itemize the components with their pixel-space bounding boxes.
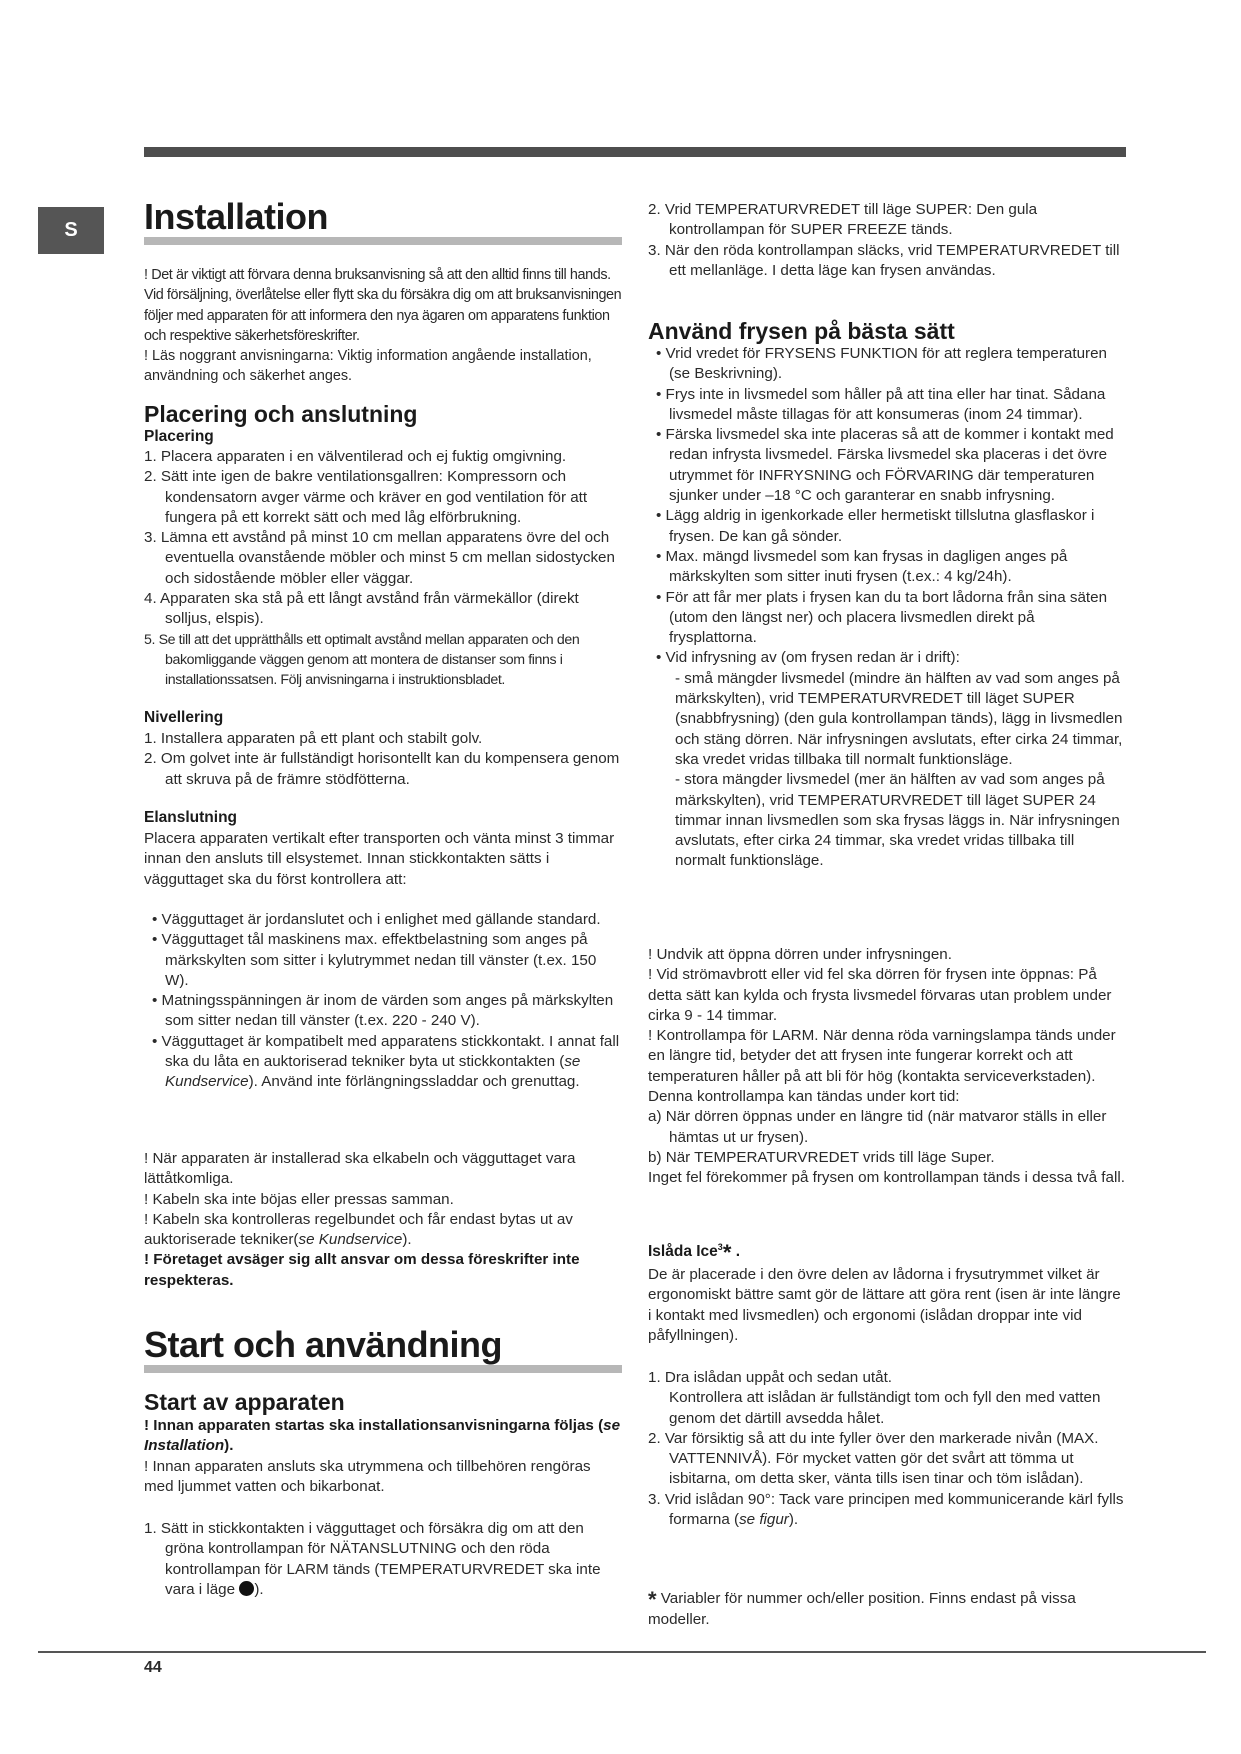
asterisk: * — [722, 1240, 732, 1265]
step-text: 1. Sätt in stickkontakten i vägguttaget och försäkra dig om att den gröna kontrollampan för NÄTANSLUTNING och den röda kontrollampan för LARM tänds (TEMPERATURVREDET ska inte vara i läge — [144, 1520, 601, 1598]
footnote-text — [648, 1589, 1126, 1631]
list-item: Kontrollera att islådan är fullständigt tom och fyll den med vatten genom det därtill avsedda hålet. — [669, 1389, 1101, 1427]
installation-heading: Installation — [144, 196, 329, 237]
reference-link[interactable]: se Installation — [144, 1417, 621, 1455]
elanslutning-subheading: Elanslutning — [144, 809, 237, 826]
elanslutning-notes — [144, 1149, 622, 1291]
list-item: 4. Apparaten ska stå på ett långt avstånd från värmekällor (direkt solljus, elspis). — [144, 590, 579, 628]
list-item: 2. Var försiktig så att du inte fyller över den markerade nivån (MAX. VATTENNIVÅ). För mycket vatten gör det svårt att tömma ut isbitarna, om detta sker, vänta tills isen tinar och töm islådan). — [648, 1429, 1099, 1488]
list-item: a) När dörren öppnas under en längre tid (när matvaror ställs in eller hämtas ut ur frysen). — [648, 1108, 1107, 1146]
language-tab: S — [38, 207, 104, 254]
note-text: ! Kabeln ska kontrolleras regelbundet och får endast bytas ut av auktoriserade tekniker( — [144, 1210, 573, 1249]
list-item: 2. Vrid TEMPERATURVREDET till läge SUPER: Den gula kontrollampan för SUPER FREEZE tänds. — [648, 201, 1038, 239]
list-item: • Vrid vredet för FRYSENS FUNKTION för att reglera temperaturen (se Beskrivning). — [656, 345, 1107, 383]
sub-list-item: - stora mängder livsmedel (mer än hälften av vad som anges på märkskylten), vrid TEMPERATURVREDET till läget SUPER 24 timmar innan livsmedlen som ska frysas läggs in. När infrysningen avslutats, efter cirka 24 timmar, ska vredet vridas tillbaka till normalt funktionsläge. — [675, 771, 1120, 870]
islada-title-end: . — [735, 1243, 740, 1260]
list-item — [648, 1490, 1126, 1531]
reference-link[interactable]: se figur — [739, 1511, 789, 1529]
note: ! Vid strömavbrott eller vid fel ska dörren för frysen inte öppnas: På detta sätt kan kylda och frysta livsmedel förvaras utan problem under cirka 9 - 14 timmar. — [648, 966, 1112, 1024]
elanslutning-intro — [144, 829, 622, 890]
asterisk: * — [648, 1587, 657, 1612]
list-item: • Lägg aldrig in igenkorkade eller hermetiskt tillslutna glasflaskor i frysen. De kan gå sönder. — [656, 507, 1095, 545]
islada-sup: 3 — [717, 1241, 723, 1252]
heading-rule — [144, 237, 622, 245]
note: Inget fel förekommer på frysen om kontrollampan tänds i dessa två fall. — [648, 1169, 1125, 1187]
placering-subheading: Placering — [144, 428, 214, 445]
frysen-bullets — [648, 344, 1126, 872]
intro-paragraph-2: ! Läs noggrant anvisningarna: Viktig information angående installation, användning och säkerhet anges. — [144, 348, 592, 385]
off-position-icon — [239, 1581, 254, 1596]
list-item: 1. Dra islådan uppåt och sedan utåt. — [648, 1369, 893, 1386]
list-item: 2. Om golvet inte är fullständigt horisontellt kan du kompensera genom att skruva på de främre stödfötterna. — [144, 750, 620, 788]
header-rule — [144, 147, 1126, 157]
elanslutning-paragraph: Placera apparaten vertikalt efter transporten och vänta minst 3 timmar innan den ansluts till elsystemet. Innan stickkontakten sätts i vägguttaget ska du först kontrollera att: — [144, 830, 615, 888]
note-text: ). — [402, 1231, 412, 1249]
footer-rule — [38, 1651, 1206, 1653]
placering-list — [144, 447, 622, 691]
islada-intro — [648, 1265, 1126, 1346]
installation-intro — [144, 265, 622, 387]
list-item: 5. Se till att det upprätthålls ett optimalt avstånd mellan apparaten och den bakomliggande väggen genom att montera de distanser som finns i installationssatsen. Följ anvisningarna i instruktionsbladet. — [144, 631, 580, 689]
list-item: 1. Installera apparaten på ett plant och stabilt golv. — [144, 730, 483, 747]
sub-list-item: - små mängder livsmedel (mindre än hälften av vad som anges på märkskylten), vrid TEMPERATURVREDET till läget SUPER (snabbfrysning) (den gula kontrollampan tänds), lägg in livsmedlen och stäng dörren. När infrysningen avslutats, efter cirka 24 timmar, ska vredet vridas tillbaka till normalt funktionsläge. — [675, 669, 1123, 768]
list-item: • Matningsspänningen är inom de värden som anges på märkskylten som sitter nedan till vänster (t.ex. 220 - 240 V). — [152, 992, 614, 1030]
islada-steps — [648, 1368, 1126, 1530]
list-item: • Vägguttaget tål maskinens max. effektbelastning som anges på märkskylten som sitter i kylutrymmet nedan till vänster (t.ex. 150 W). — [152, 931, 597, 989]
islada-title: Islåda Ice — [648, 1243, 718, 1260]
footnote — [648, 1589, 1126, 1631]
note: Denna kontrollampa kan tändas under kort tid: — [648, 1088, 960, 1106]
reference-link[interactable]: se Kundservice — [298, 1231, 403, 1249]
step-text: ). — [254, 1580, 264, 1598]
footnote-body: Variabler för nummer och/eller position. Finns endast på vissa modeller. — [648, 1590, 1076, 1629]
warning-note — [144, 1416, 622, 1457]
placering-heading: Placering och anslutning — [144, 401, 418, 427]
islada-paragraph: De är placerade i den övre delen av lådorna i frysutrymmet vilket är ergonomiskt bättre samt gör de lättare att göra rent (isen är inte längre i kontakt med livsmedlen) och ergonomi (islådan droppar inte vid påfyllningen). — [648, 1266, 1121, 1344]
start-intro — [144, 1416, 622, 1497]
note: ! Undvik att öppna dörren under infrysningen. — [648, 946, 952, 963]
step-text: ). — [788, 1511, 799, 1529]
intro-paragraph-1: ! Det är viktigt att förvara denna bruksanvisning så att den alltid finns till hands. Vid försäljning, överlåtelse eller flytt ska du försäkra dig om att bruksanvisningen följer med apparaten för att informera den nya ägaren om apparatens funktion och respektive säkerhetsföreskrifter. — [144, 267, 622, 344]
note-text: ! Innan apparaten startas ska installationsanvisningarna följas ( — [144, 1417, 604, 1434]
list-item: 2. Sätt inte igen de bakre ventilationsgallren: Kompressorn och kondensatorn avger värme och kräver en god ventilation för att fungera på ett korrekt sätt och med låg elförbrukning. — [144, 468, 588, 526]
list-item: 3. Lämna ett avstånd på minst 10 cm mellan apparatens övre del och eventuella ovanstående möbler och minst 5 cm mellan sidostycken och sidostående möbler eller väggar. — [144, 529, 615, 587]
note: ! Kontrollampa för LARM. När denna röda varningslampa tänds under en längre tid, betyder det att frysen inte fungerar korrekt och att temperaturen håller på att bli för hög (kontakta serviceverkstaden). — [648, 1027, 1116, 1085]
start-steps — [144, 1519, 622, 1600]
heading-rule — [144, 1365, 622, 1373]
page-number: 44 — [144, 1659, 162, 1676]
reference-link[interactable]: se Kundservice — [165, 1053, 581, 1091]
start-subheading: Start av apparaten — [144, 1389, 345, 1415]
list-item: • Färska livsmedel ska inte placeras så att de kommer i kontakt med redan infrysta livsmedel. Färska livsmedel ska placeras i det övre utrymmet för INFRYSNING och FÖRVARING där temperaturen sjunker under –18 °C och garanterar en snabb infrysning. — [656, 426, 1114, 505]
list-item — [144, 1519, 622, 1600]
islada-heading — [648, 1240, 740, 1266]
list-item: 3. När den röda kontrollampan släcks, vrid TEMPERATURVREDET till ett mellanläge. I detta läge kan frysen användas. — [648, 241, 1120, 279]
list-item: • För att får mer plats i frysen kan du ta bort lådorna från sina säten (utom den längst ner) och placera livsmedlen direkt på frysplattorna. — [656, 588, 1108, 647]
warning-note: ! Företaget avsäger sig allt ansvar om dessa föreskrifter inte respekteras. — [144, 1251, 580, 1289]
bullet-text: ). Använd inte förlängningssladdar och grenuttag. — [248, 1073, 580, 1091]
bullet-text: • Vägguttaget är kompatibelt med apparatens stickkontakt. I annat fall ska du låta en auktoriserad tekniker byta ut stickkontakten ( — [152, 1032, 620, 1071]
step-text: 3. Vrid islådan 90°: Tack vare principen med kommunicerande kärl fylls formarna ( — [648, 1490, 1124, 1529]
list-item: 1. Placera apparaten i en välventilerad och ej fuktig omgivning. — [144, 448, 567, 465]
note-text: ). — [224, 1437, 234, 1455]
frysen-heading: Använd frysen på bästa sätt — [648, 318, 955, 344]
start-steps-continued — [648, 200, 1126, 281]
list-item: • Vägguttaget är jordanslutet och i enlighet med gällande standard. — [152, 911, 601, 928]
list-item: • Frys inte in livsmedel som håller på att tina eller har tinat. Sådana livsmedel måste tillagas för att konsumeras (inom 24 timmar). — [656, 385, 1106, 423]
note — [144, 1210, 622, 1251]
nivellering-list — [144, 729, 622, 790]
note: ! Innan apparaten ansluts ska utrymmena och tillbehören rengöras med ljummet vatten och bikarbonat. — [144, 1457, 591, 1495]
elanslutning-bullets — [144, 910, 622, 1093]
list-item: b) När TEMPERATURVREDET vrids till läge Super. — [648, 1148, 995, 1166]
note: ! När apparaten är installerad ska elkabeln och vägguttaget vara lättåtkomliga. — [144, 1150, 576, 1188]
nivellering-subheading: Nivellering — [144, 709, 224, 726]
list-item — [144, 1032, 622, 1093]
note: ! Kabeln ska inte böjas eller pressas samman. — [144, 1190, 454, 1208]
frysen-warnings — [648, 945, 1126, 1189]
list-item: • Vid infrysning av (om frysen redan är i drift): — [656, 649, 960, 667]
list-item: • Max. mängd livsmedel som kan frysas in dagligen anges på märkskylten som sitter inuti frysen (t.ex.: 4 kg/24h). — [656, 547, 1068, 586]
start-heading: Start och användning — [144, 1324, 503, 1365]
